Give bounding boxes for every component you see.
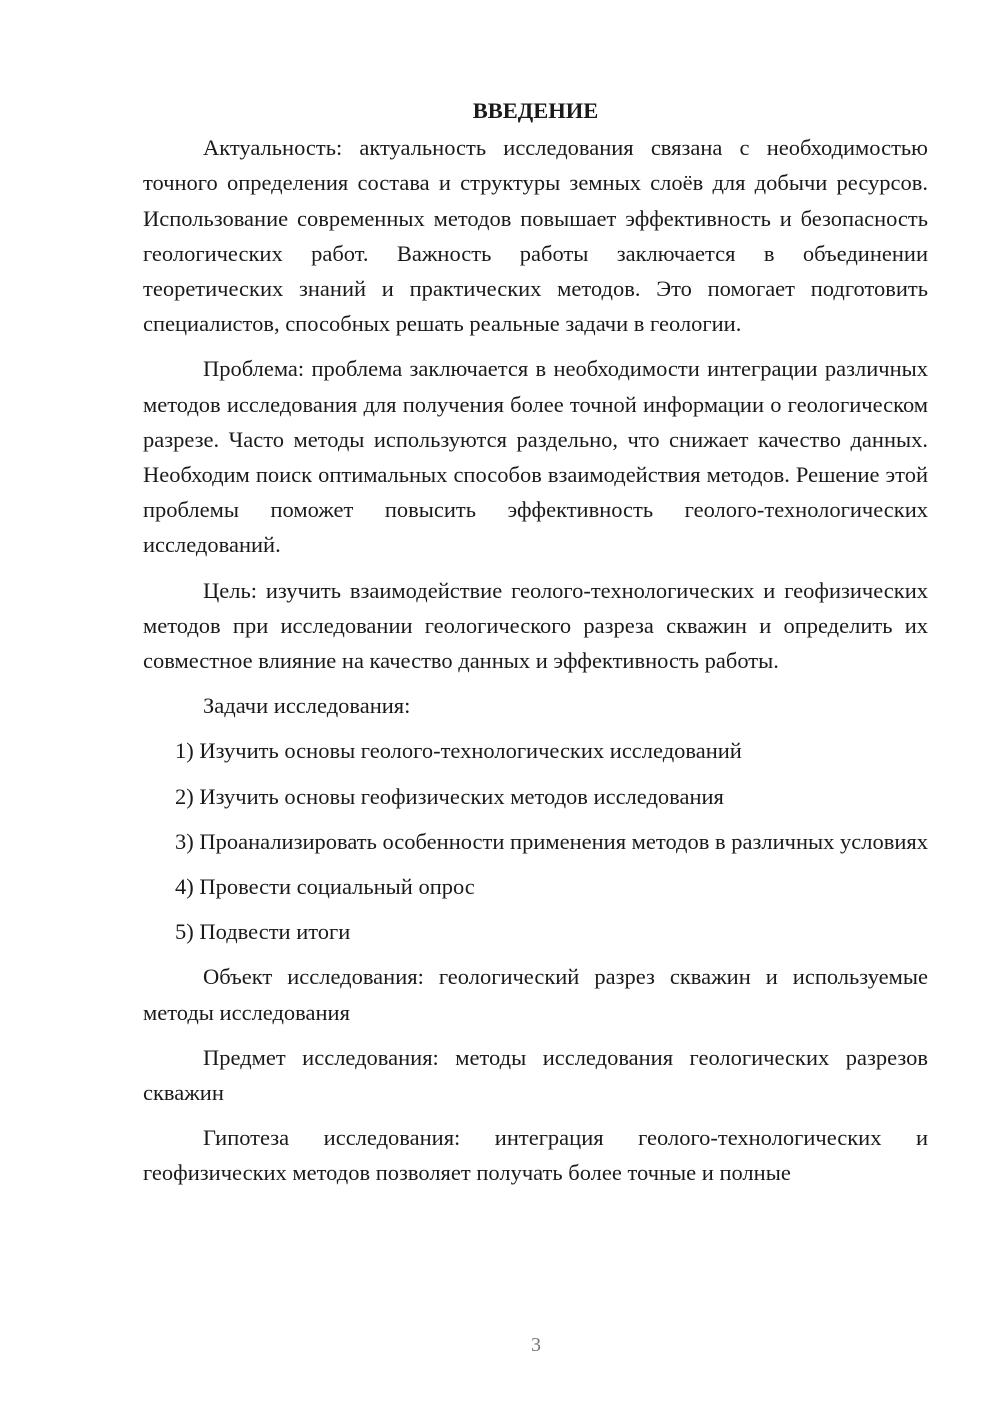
task-item-2: 2) Изучить основы геофизических методов исследования	[175, 783, 724, 809]
object-paragraph: Объект исследования: геологический разрез скважин и используемые методы исследования	[143, 964, 928, 1025]
task-item-1: 1) Изучить основы геолого-технологических исследований	[175, 738, 742, 764]
task-item-5: 5) Подвести итоги	[175, 919, 351, 945]
goal-paragraph: Цель: изучить взаимодействие геолого-технологических и геофизических методов при исследовании геологического разреза скважин и определить их совместное влияние на качество данных и эффективность работы.	[143, 577, 928, 674]
task-item-4: 4) Провести социальный опрос	[175, 874, 475, 900]
page-content	[143, 93, 928, 1201]
relevance-paragraph: Актуальность: актуальность исследования связана с необходимостью точного определения состава и структуры земных слоёв для добычи ресурсов. Использование современных методов повышает эффективность и безопасность геологических работ. Важность работы заключается в объединении теоретических знаний и практических методов. Это помогает подготовить специалистов, способных решать реальные задачи в геологии.	[143, 135, 928, 337]
task-item-3: 3) Проанализировать особенности применения методов в различных условиях	[175, 828, 928, 854]
page-number: 3	[531, 1334, 541, 1356]
hypothesis-paragraph: Гипотеза исследования: интеграция геолого-технологических и геофизических методов позволяет получать более точные и полные	[143, 1125, 928, 1186]
tasks-heading: Задачи исследования:	[203, 693, 411, 719]
subject-paragraph: Предмет исследования: методы исследования геологических разрезов скважин	[143, 1044, 928, 1106]
page-title: ВВЕДЕНИЕ	[472, 98, 599, 123]
problem-paragraph: Проблема: проблема заключается в необходимости интеграции различных методов исследования для получения более точной информации о геологическом разрезе. Часто методы используются раздельно, что снижает качество данных. Необходим поиск оптимальных способов взаимодействия методов. Решение этой проблемы поможет повысить эффективность геолого-технологических исследований.	[143, 356, 928, 558]
